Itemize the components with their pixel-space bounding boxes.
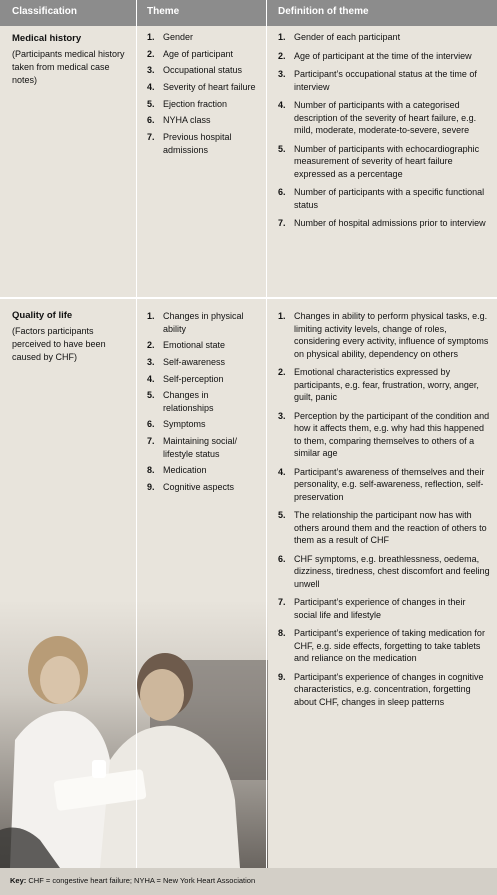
theme-item (147, 98, 259, 111)
definition-text: Emotional characteristics expressed by participants, e.g. fear, frustration, worry, anger, guilt, panic (294, 367, 479, 402)
definition-text: Participant’s experience of changes in their social life and lifestyle (294, 597, 466, 620)
definition-number: 2. (278, 50, 286, 61)
theme-text: Self-awareness (163, 356, 226, 367)
theme-text: Changes in physical ability (163, 311, 244, 334)
theme-number: 2. (147, 48, 155, 59)
definition-text: CHF symptoms, e.g. breathlessness, oedema, dizziness, tiredness, chest discomfort and feeling unwell (294, 553, 490, 589)
header-theme: Theme (147, 6, 180, 17)
column-divider (266, 0, 267, 868)
section-title-quality-of-life: Quality of life (12, 310, 73, 321)
theme-item (147, 64, 259, 77)
definition-number: 1. (278, 311, 286, 321)
definition-number: 6. (278, 553, 286, 564)
theme-number: 6. (147, 115, 155, 126)
section-divider (0, 297, 497, 299)
section-title-medical-history: Medical history (12, 33, 82, 44)
definition-text: Perception by the participant of the condition and how it affects them, e.g. why had this happened to them, comparing themselves to others of a similar age (294, 410, 490, 458)
theme-text: NYHA class (163, 115, 211, 126)
definition-number: 8. (278, 628, 286, 638)
definition-text: Participant’s occupational status at the time of interview (294, 69, 477, 92)
definition-text: Number of participants with a specific functional status (294, 187, 485, 210)
theme-number: 1. (147, 311, 155, 321)
definition-item (278, 366, 490, 404)
theme-text: Severity of heart failure (163, 82, 256, 93)
theme-number: 1. (147, 32, 155, 42)
theme-item (147, 339, 259, 352)
theme-list-quality-of-life (147, 310, 259, 498)
definition-number: 4. (278, 100, 286, 110)
definition-number: 2. (278, 367, 286, 377)
theme-number: 5. (147, 390, 155, 401)
definition-number: 7. (278, 597, 286, 607)
theme-item (147, 373, 259, 386)
definition-item (278, 217, 490, 230)
definition-text: Participant’s awareness of themselves and their personality, e.g. self-awareness, reflection, self-preservation (294, 466, 485, 502)
definition-text: Number of participants with a categorised description of the severity of heart failure, e.g. mild, moderate, moderate-to-severe, severe (294, 100, 477, 135)
theme-number: 4. (147, 82, 155, 93)
definition-item (278, 143, 490, 181)
theme-item (147, 31, 259, 44)
theme-item (147, 435, 259, 460)
theme-text: Gender (163, 32, 194, 42)
theme-text: Emotional state (163, 340, 226, 351)
theme-item (147, 48, 259, 61)
theme-text: Occupational status (163, 65, 243, 76)
definition-item (278, 50, 490, 63)
definition-text: Participant’s experience of changes in cognitive characteristics, e.g. concentration, forgetting about CHF, changes in sleep patterns (294, 671, 484, 707)
key-text: CHF = congestive heart failure; NYHA = New York Heart Association (28, 876, 256, 885)
theme-number: 3. (147, 356, 155, 367)
key-label: Key: (10, 876, 27, 885)
definition-number: 6. (278, 187, 286, 197)
definition-number: 7. (278, 218, 286, 228)
definition-number: 5. (278, 510, 286, 520)
definition-item (278, 466, 490, 504)
theme-number: 7. (147, 436, 155, 447)
theme-text: Symptoms (163, 419, 206, 430)
theme-list-medical-history (147, 31, 259, 160)
definition-item (278, 68, 490, 93)
definition-list-quality-of-life (278, 310, 490, 714)
definition-item (278, 627, 490, 665)
theme-item (147, 464, 259, 477)
definition-item (278, 671, 490, 709)
theme-text: Changes in relationships (163, 390, 214, 413)
theme-text: Cognitive aspects (163, 482, 235, 492)
theme-item (147, 310, 259, 335)
definition-number: 9. (278, 671, 286, 682)
definition-text: Number of hospital admissions prior to interview (294, 218, 486, 228)
definition-item (278, 596, 490, 621)
table-key (0, 868, 497, 895)
theme-number: 3. (147, 65, 155, 76)
definition-text: Changes in ability to perform physical tasks, e.g. limiting activity levels, change of roles, considering every activity, influence of symptoms on physical ability, dependency on others (294, 311, 489, 359)
theme-item (147, 114, 259, 127)
definition-number: 5. (278, 143, 286, 154)
definition-number: 3. (278, 69, 286, 79)
theme-number: 4. (147, 373, 155, 384)
theme-number: 9. (147, 482, 155, 492)
header-definition: Definition of theme (278, 6, 369, 17)
header-classification: Classification (12, 6, 78, 17)
theme-item (147, 389, 259, 414)
theme-item (147, 356, 259, 369)
section-note-medical-history: (Participants medical history taken from medical case notes) (12, 49, 125, 85)
table-header (0, 0, 497, 26)
definition-text: The relationship the participant now has with others around them and the reaction of others to them as a result of CHF (294, 510, 487, 545)
theme-item (147, 131, 259, 156)
theme-item (147, 81, 259, 94)
theme-number: 8. (147, 465, 155, 476)
definition-item (278, 553, 490, 591)
theme-number: 2. (147, 340, 155, 351)
theme-text: Self-perception (163, 373, 224, 384)
definition-number: 4. (278, 466, 286, 477)
theme-number: 7. (147, 132, 155, 143)
definition-text: Age of participant at the time of the interview (294, 50, 472, 61)
definition-number: 3. (278, 410, 286, 421)
definition-text: Participant’s experience of taking medication for CHF, e.g. side effects, forgetting to take tablets and reliance on the medication (294, 628, 485, 663)
theme-text: Age of participant (163, 48, 234, 59)
definition-item (278, 509, 490, 547)
definition-item (278, 310, 490, 360)
definition-item (278, 99, 490, 137)
theme-item (147, 481, 259, 494)
definition-text: Gender of each participant (294, 32, 401, 42)
theme-number: 5. (147, 98, 155, 109)
section-note-quality-of-life: (Factors participants perceived to have been caused by CHF) (12, 326, 106, 362)
definition-number: 1. (278, 32, 286, 42)
definition-item (278, 31, 490, 44)
definition-item (278, 410, 490, 460)
theme-text: Maintaining social/ lifestyle status (163, 436, 238, 459)
theme-item (147, 418, 259, 431)
column-divider (136, 0, 137, 868)
nurse-patient-photo (0, 600, 268, 868)
theme-text: Previous hospital admissions (163, 132, 232, 155)
theme-number: 6. (147, 419, 155, 430)
definition-list-medical-history (278, 31, 490, 236)
definition-text: Number of participants with echocardiographic measurement of severity of heart failure expressed as a percentage (294, 143, 480, 179)
theme-text: Medication (163, 465, 207, 476)
theme-text: Ejection fraction (163, 98, 228, 109)
definition-item (278, 186, 490, 211)
